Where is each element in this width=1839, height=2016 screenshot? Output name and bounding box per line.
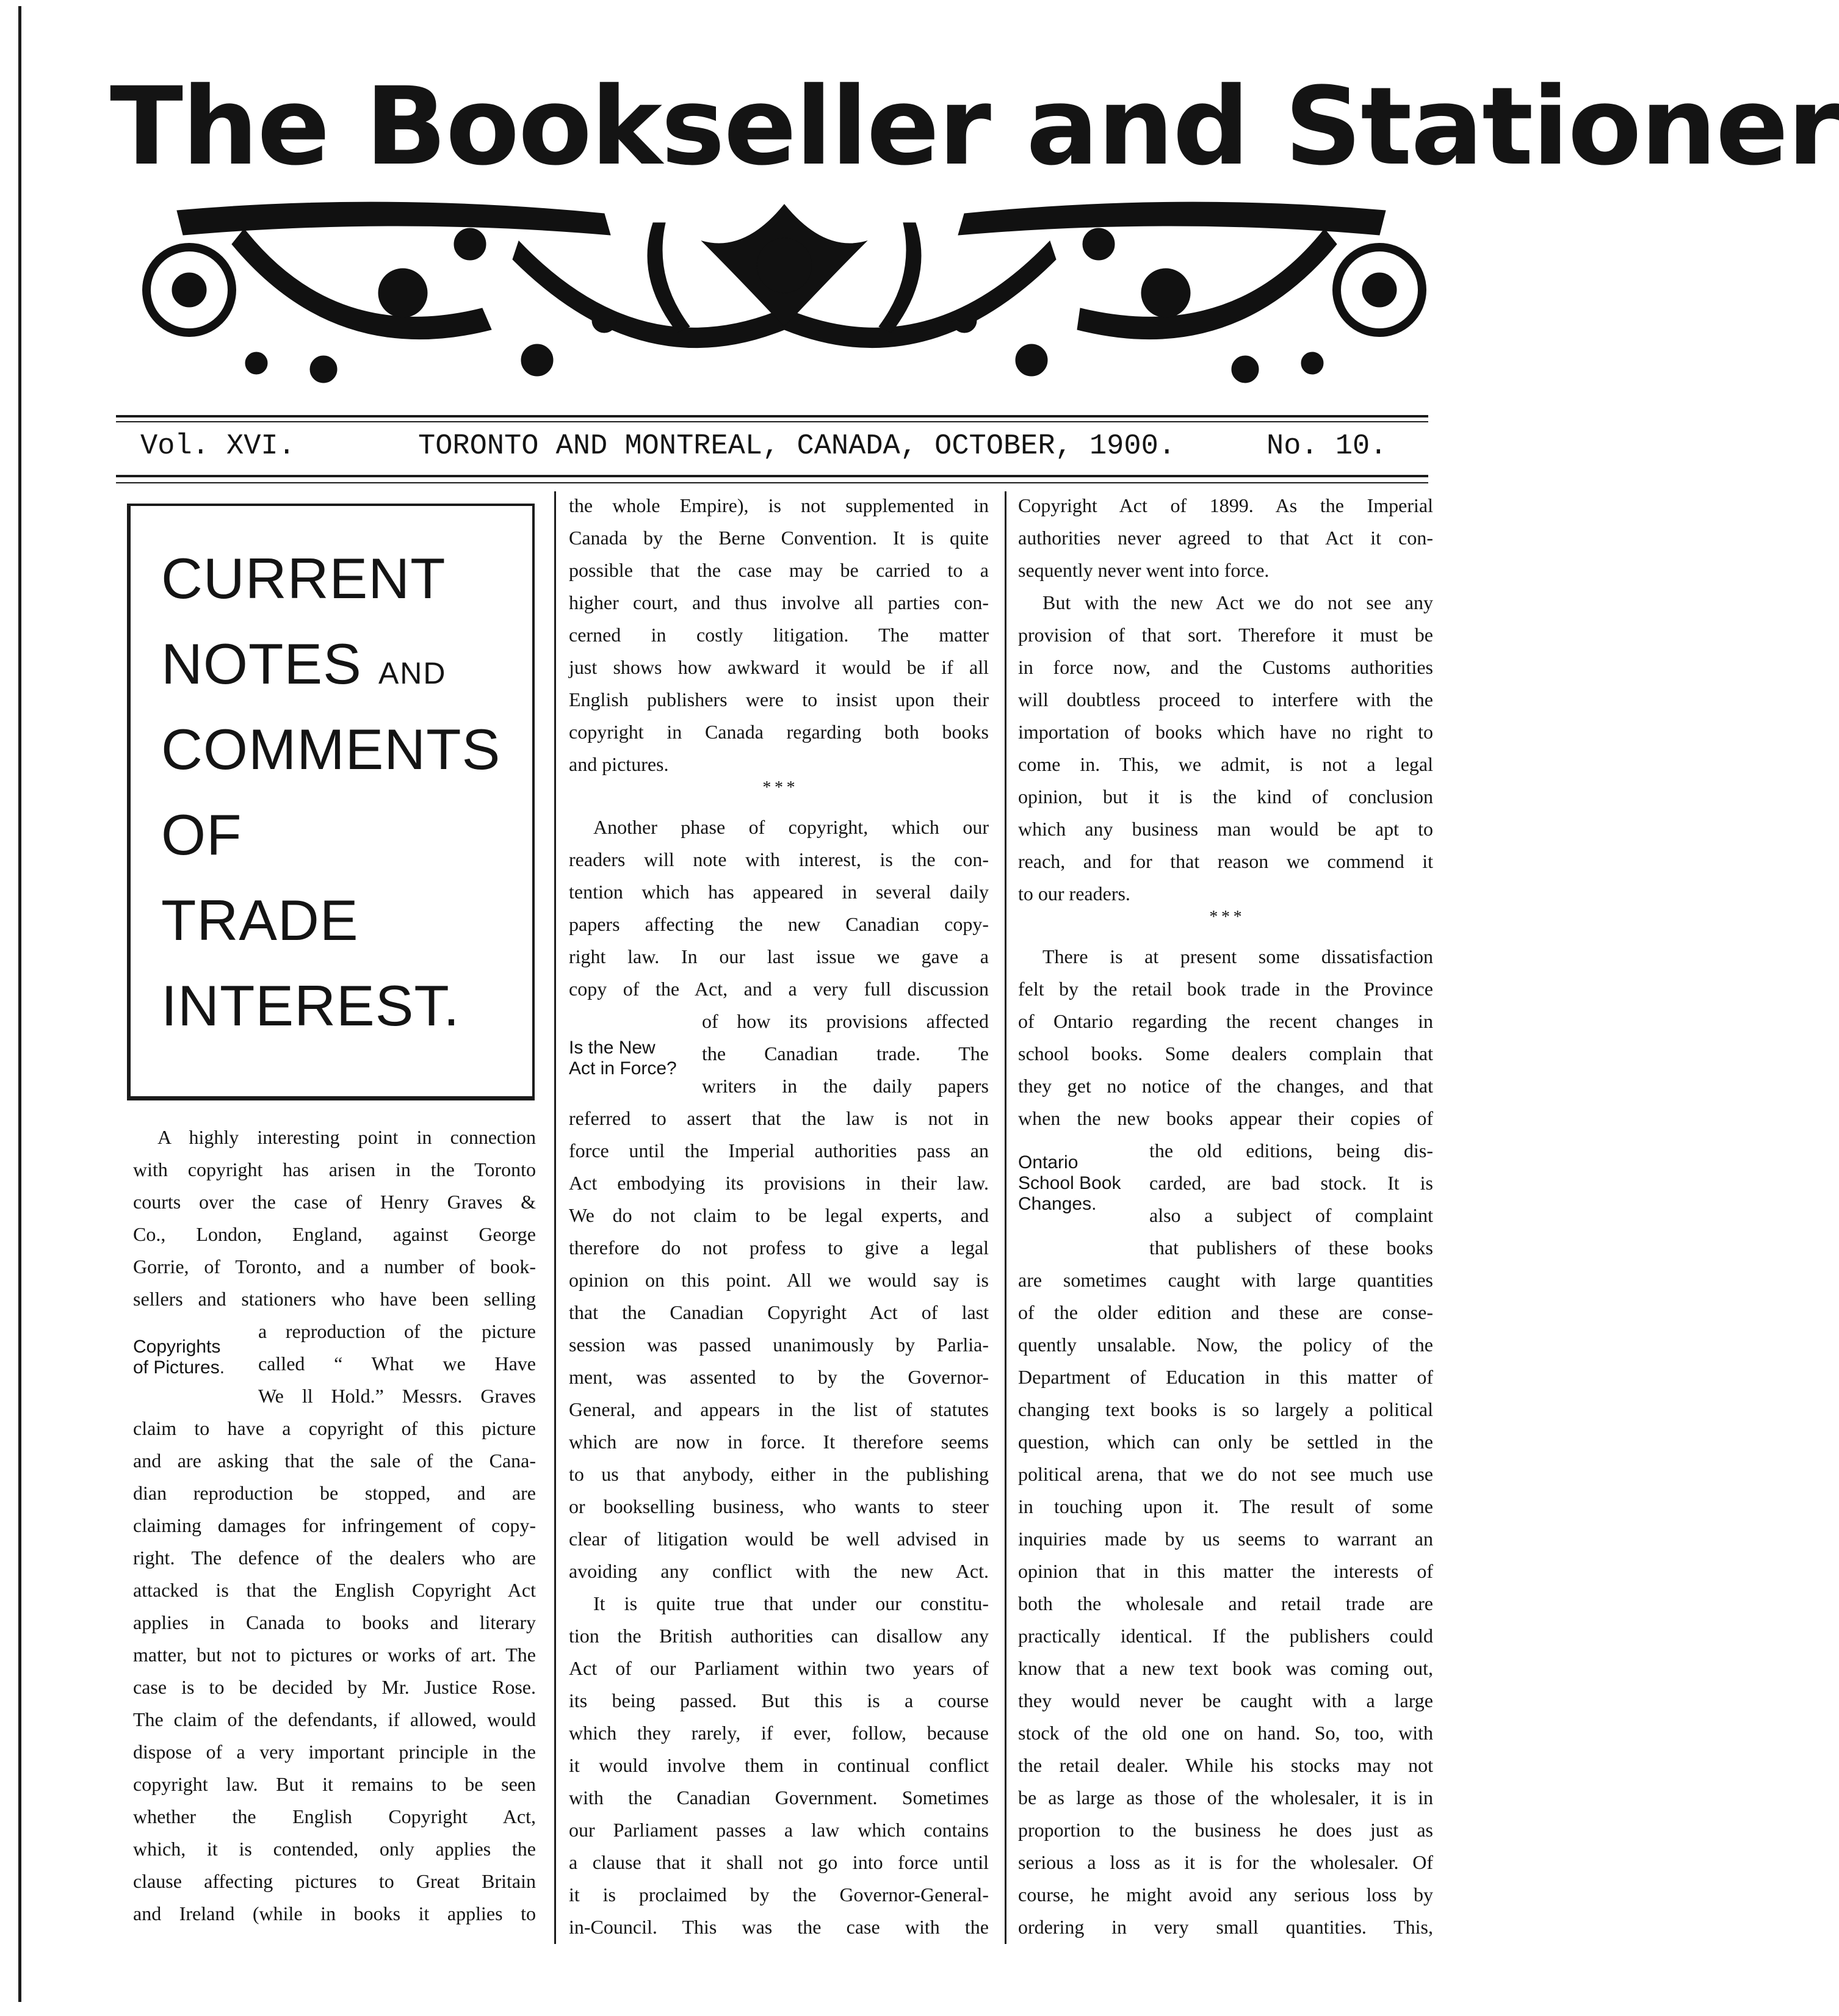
text-line: authorities never agreed to that Act it con-: [1018, 527, 1433, 549]
text-line: in-Council. This was the case with the: [569, 1916, 989, 1938]
text-line: ment, was assented to by the Governor-: [569, 1366, 989, 1388]
text-line: cerned in costly litigation. The matter: [569, 624, 989, 646]
heading-line-interest: INTEREST.: [161, 974, 460, 1038]
article-column-3: [1018, 494, 1433, 1941]
text-line: It is quite true that under our constitu-: [593, 1592, 989, 1614]
text-line: General, and appears in the list of statutes: [569, 1398, 989, 1420]
text-line: which any business man would be apt to: [1018, 818, 1433, 840]
text-line: to us that anybody, either in the publishing: [569, 1463, 989, 1485]
heading-line-of: OF: [161, 803, 242, 867]
text-line: copyright in Canada regarding both books: [569, 721, 989, 743]
issue-number-label: No. 10.: [1266, 430, 1387, 463]
section-heading-box: [127, 504, 535, 1100]
text-line: question, which can only be settled in the: [1018, 1431, 1433, 1453]
text-line: avoiding any conflict with the new Act.: [569, 1560, 989, 1582]
text-line: Department of Education in this matter of: [1018, 1366, 1433, 1388]
text-line: Co., London, England, against George: [133, 1223, 536, 1245]
text-line: proportion to the business he does just as: [1018, 1819, 1433, 1841]
text-line: There is at present some dissatisfaction: [1042, 945, 1433, 967]
masthead-rule-top-thin: [116, 421, 1428, 422]
text-line: copy of the Act, and a very full discussion: [569, 978, 989, 1000]
text-line: ordering in very small quantities. This,: [1018, 1916, 1433, 1938]
dateline: [116, 430, 1416, 473]
side-head-line: Changes.: [1018, 1194, 1097, 1214]
text-line: Gorrie, of Toronto, and a number of book-: [133, 1255, 536, 1277]
side-head-new-act: [569, 1038, 677, 1079]
text-line: higher court, and thus involve all parties con-: [569, 591, 989, 613]
text-line: of how its provisions affected: [702, 1010, 989, 1032]
text-line: they get no notice of the changes, and that: [1018, 1075, 1433, 1097]
text-line: come in. This, we admit, is not a legal: [1018, 753, 1433, 775]
text-line: Act embodying its provisions in their law.: [569, 1172, 989, 1194]
section-separator-stars: * * *: [762, 778, 795, 797]
text-line: opinion that in this matter the interests of: [1018, 1560, 1433, 1582]
text-line: will doubtless proceed to interfere with the: [1018, 688, 1433, 710]
text-line: papers affecting the new Canadian copy-: [569, 913, 989, 935]
text-line: both the wholesale and retail trade are: [1018, 1592, 1433, 1614]
text-line: the old editions, being dis-: [1149, 1140, 1433, 1162]
side-head-line: Is the New: [569, 1038, 656, 1058]
text-line: which, it is contended, only applies the: [133, 1838, 536, 1860]
text-line: when the new books appear their copies of: [1018, 1107, 1433, 1129]
text-line: sellers and stationers who have been selling: [133, 1288, 536, 1310]
text-line: that publishers of these books: [1149, 1237, 1433, 1259]
text-line: inquiries made by us seems to warrant an: [1018, 1528, 1433, 1550]
text-line: carded, are bad stock. It is: [1149, 1172, 1433, 1194]
text-line: force until the Imperial authorities pass an: [569, 1140, 989, 1162]
text-line: are sometimes caught with large quantities: [1018, 1269, 1433, 1291]
text-line: referred to assert that the law is not in: [569, 1107, 989, 1129]
text-line: of Ontario regarding the recent changes in: [1018, 1010, 1433, 1032]
text-line: or bookselling business, who wants to steer: [569, 1495, 989, 1517]
text-line: our Parliament passes a law which contains: [569, 1819, 989, 1841]
masthead-title: The Bookseller and Stationer: [110, 64, 1839, 189]
heading-line-notes: [161, 631, 447, 697]
text-line: importation of books which have no right to: [1018, 721, 1433, 743]
text-line: The claim of the defendants, if allowed, would: [133, 1708, 536, 1730]
text-line: just shows how awkward it would be if all: [569, 656, 989, 678]
text-line: A highly interesting point in connection: [157, 1126, 536, 1148]
text-line: English publishers were to insist upon their: [569, 688, 989, 710]
text-line: dian reproduction be stopped, and are: [133, 1482, 536, 1504]
text-line: writers in the daily papers: [702, 1075, 989, 1097]
text-line: clause affecting pictures to Great Britain: [133, 1870, 536, 1892]
article-column-1: [133, 1126, 536, 1924]
text-line: which they rarely, if ever, follow, because: [569, 1722, 989, 1744]
text-line: be as large as those of the wholesaler, it is in: [1018, 1787, 1433, 1808]
text-line: changing text books is so largely a political: [1018, 1398, 1433, 1420]
text-line: a reproduction of the picture: [258, 1320, 536, 1342]
text-line: serious a loss as it is for the wholesaler. Of: [1018, 1851, 1433, 1873]
text-line: and Ireland (while in books it applies to: [133, 1902, 536, 1924]
text-line: attacked is that the English Copyright Act: [133, 1579, 536, 1601]
text-line: But with the new Act we do not see any: [1042, 591, 1433, 613]
text-line: Copyright Act of 1899. As the Imperial: [1018, 494, 1433, 516]
dateline-rule-bottom: [116, 475, 1428, 477]
text-line: applies in Canada to books and literary: [133, 1611, 536, 1633]
text-line: the Canadian trade. The: [702, 1042, 989, 1064]
text-line: and pictures.: [569, 753, 669, 775]
text-line: know that a new text book was coming out,: [1018, 1657, 1433, 1679]
text-line: a clause that it shall not go into force until: [569, 1851, 989, 1873]
text-line: We do not claim to be legal experts, and: [569, 1204, 989, 1226]
text-line: called “ What we Have: [258, 1353, 536, 1375]
place-date-label: TORONTO AND MONTREAL, CANADA, OCTOBER, 1900.: [418, 430, 1176, 463]
text-line: which are now in force. It therefore seems: [569, 1431, 989, 1453]
text-line: tention which has appeared in several daily: [569, 881, 989, 903]
side-head-line: Act in Force?: [569, 1058, 677, 1078]
text-line: tion the British authorities can disallow any: [569, 1625, 989, 1647]
side-head-line: of Pictures.: [133, 1357, 225, 1378]
text-line: school books. Some dealers complain that: [1018, 1042, 1433, 1064]
text-line: the retail dealer. While his stocks may not: [1018, 1754, 1433, 1776]
text-line: case is to be decided by Mr. Justice Rose.: [133, 1676, 536, 1698]
section-separator-stars: * * *: [1209, 908, 1242, 927]
text-line: they would never be caught with a large: [1018, 1689, 1433, 1711]
masthead-rule-top: [116, 415, 1428, 417]
text-line: reach, and for that reason we commend it: [1018, 850, 1433, 872]
side-head-ontario: [1018, 1152, 1121, 1215]
text-line: clear of litigation would be well advised in: [569, 1528, 989, 1550]
text-line: quently unsalable. Now, the policy of the: [1018, 1334, 1433, 1356]
text-line: opinion on this point. All we would say is: [569, 1269, 989, 1291]
text-line: possible that the case may be carried to a: [569, 559, 989, 581]
text-line: We ll Hold.” Messrs. Graves: [258, 1385, 536, 1407]
text-line: the whole Empire), is not supplemented in: [569, 494, 989, 516]
text-line: therefore do not profess to give a legal: [569, 1237, 989, 1259]
side-head-line: School Book: [1018, 1173, 1121, 1193]
text-line: Canada by the Berne Convention. It is quite: [569, 527, 989, 549]
text-line: in touching upon it. The result of some: [1018, 1495, 1433, 1517]
heading-and-word: AND: [378, 656, 447, 690]
text-line: sequently never went into force.: [1018, 559, 1270, 581]
text-line: copyright law. But it remains to be seen: [133, 1773, 536, 1795]
column-rule-1: [554, 491, 556, 1944]
text-line: that the Canadian Copyright Act of last: [569, 1301, 989, 1323]
volume-label: Vol. XVI.: [140, 430, 295, 463]
heading-line-trade: TRADE: [161, 888, 359, 952]
side-head-copyrights: [133, 1337, 225, 1378]
text-line: course, he might avoid any serious loss by: [1018, 1884, 1433, 1906]
heading-line-current: CURRENT: [161, 546, 446, 610]
text-line: it would involve them in continual conflict: [569, 1754, 989, 1776]
side-head-line: Ontario: [1018, 1152, 1078, 1172]
side-head-line: Copyrights: [133, 1337, 221, 1357]
article-column-2: [569, 494, 989, 1941]
text-line: with copyright has arisen in the Toronto: [133, 1158, 536, 1180]
text-line: it is proclaimed by the Governor-General-: [569, 1884, 989, 1906]
dateline-rule-bottom-thin: [116, 482, 1428, 483]
text-line: and are asking that the sale of the Cana-: [133, 1450, 536, 1472]
text-line: of the older edition and these are conse-: [1018, 1301, 1433, 1323]
text-line: readers will note with interest, is the con-: [569, 848, 989, 870]
text-line: stock of the old one on hand. So, too, with: [1018, 1722, 1433, 1744]
text-line: opinion, but it is the kind of conclusion: [1018, 786, 1433, 807]
text-line: session was passed unanimously by Parlia-: [569, 1334, 989, 1356]
column-rule-2: [1005, 491, 1006, 1944]
text-line: felt by the retail book trade in the Province: [1018, 978, 1433, 1000]
heading-line-comments: COMMENTS: [161, 717, 501, 781]
text-line: right. The defence of the dealers who are: [133, 1547, 536, 1569]
text-line: right law. In our last issue we gave a: [569, 945, 989, 967]
text-line: claim to have a copyright of this picture: [133, 1417, 536, 1439]
text-line: Act of our Parliament within two years of: [569, 1657, 989, 1679]
text-line: practically identical. If the publishers could: [1018, 1625, 1433, 1647]
floral-garland-ornament-icon: [140, 186, 1428, 397]
text-line: whether the English Copyright Act,: [133, 1805, 536, 1827]
text-line: also a subject of complaint: [1149, 1204, 1433, 1226]
text-line: Another phase of copyright, which our: [593, 816, 989, 838]
text-line: courts over the case of Henry Graves &: [133, 1191, 536, 1213]
text-line: political arena, that we do not see much use: [1018, 1463, 1433, 1485]
text-line: dispose of a very important principle in the: [133, 1741, 536, 1763]
text-line: with the Canadian Government. Sometimes: [569, 1787, 989, 1808]
text-line: provision of that sort. Therefore it must be: [1018, 624, 1433, 646]
binding-edge-line: [18, 6, 21, 2002]
text-line: to our readers.: [1018, 883, 1130, 905]
heading-notes-word: NOTES: [161, 632, 362, 696]
text-line: matter, but not to pictures or works of art. The: [133, 1644, 536, 1666]
text-line: in force now, and the Customs authorities: [1018, 656, 1433, 678]
text-line: its being passed. But this is a course: [569, 1689, 989, 1711]
text-line: claiming damages for infringement of copy-: [133, 1514, 536, 1536]
